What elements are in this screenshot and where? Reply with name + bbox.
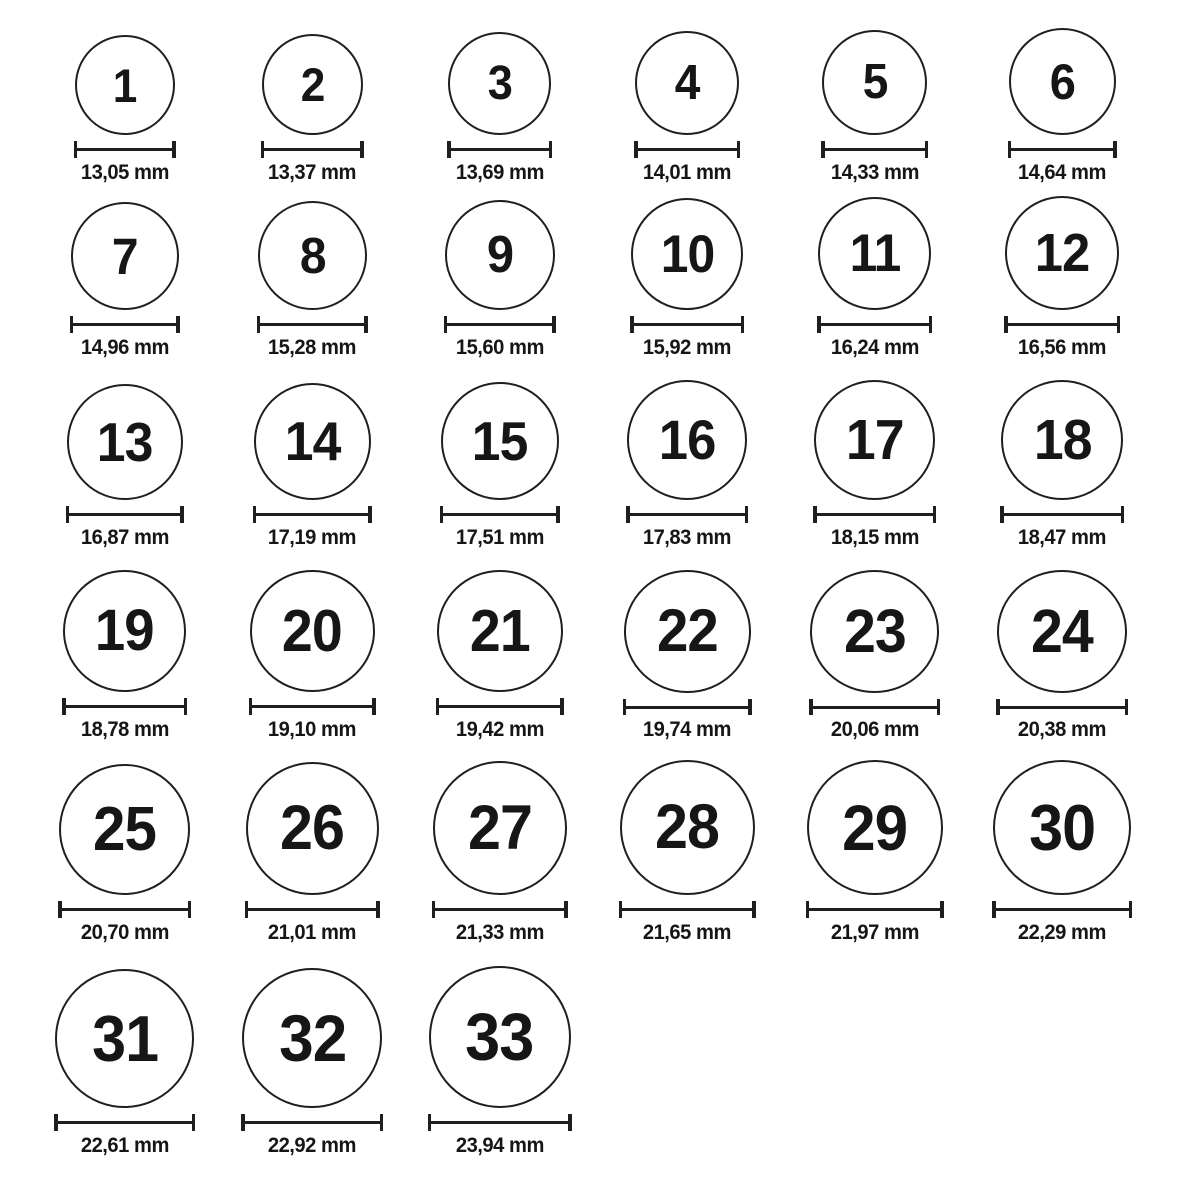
diameter-measure-line	[432, 901, 568, 918]
ring-size-number: 5	[862, 55, 888, 109]
diameter-label: 18,78 mm	[80, 718, 169, 741]
ring-size-number: 23	[843, 596, 906, 665]
diameter-label: 19,74 mm	[643, 718, 732, 741]
ring-size-number: 12	[1034, 223, 1090, 283]
measure-bar	[996, 706, 1128, 709]
diameter-label: 22,29 mm	[1018, 921, 1107, 944]
measure-bar	[70, 323, 180, 326]
measure-bar	[249, 705, 376, 708]
ring-size-row	[31, 570, 1156, 760]
ring-size-item	[781, 760, 969, 965]
diameter-label: 13,05 mm	[80, 161, 169, 184]
measure-bar	[626, 513, 748, 516]
diameter-measure-line	[996, 699, 1128, 715]
diameter-label: 14,33 mm	[830, 161, 919, 184]
ring-size-item	[31, 380, 219, 570]
diameter-measure-line	[623, 699, 752, 715]
diameter-label: 17,19 mm	[268, 526, 357, 549]
diameter-label: 21,33 mm	[455, 921, 544, 944]
diameter-label: 15,60 mm	[455, 336, 544, 359]
ring-circle	[445, 200, 555, 310]
diameter-label: 18,15 mm	[830, 526, 919, 549]
ring-size-number: 8	[299, 227, 326, 284]
diameter-measure-line	[619, 901, 756, 918]
ring-circle	[254, 383, 371, 500]
ring-size-item	[406, 195, 594, 380]
ring-size-number: 27	[467, 792, 532, 863]
ring-circle	[242, 968, 382, 1108]
measure-bar	[444, 323, 556, 326]
ring-size-number: 30	[1029, 791, 1096, 865]
measure-bar	[261, 148, 364, 151]
diameter-measure-line	[241, 1114, 383, 1131]
ring-size-item	[594, 195, 782, 380]
ring-size-item	[31, 195, 219, 380]
diameter-label: 20,38 mm	[1018, 718, 1107, 741]
ring-circle	[258, 201, 367, 310]
diameter-measure-line	[634, 141, 740, 158]
ring-size-item	[781, 195, 969, 380]
measure-bar	[809, 706, 940, 709]
ring-size-item	[219, 0, 407, 195]
diameter-measure-line	[58, 901, 191, 918]
ring-circle	[75, 35, 175, 135]
ring-circle	[55, 969, 194, 1108]
measure-bar	[58, 908, 191, 911]
ring-size-row	[31, 965, 1156, 1200]
ring-circle	[635, 31, 739, 135]
diameter-measure-line	[74, 141, 176, 158]
ring-size-item	[219, 570, 407, 760]
ring-size-number: 33	[465, 999, 534, 1075]
ring-size-item	[969, 380, 1157, 570]
ring-circle	[437, 570, 563, 692]
measure-bar	[630, 323, 744, 326]
diameter-label: 20,06 mm	[830, 718, 919, 741]
diameter-label: 19,42 mm	[455, 718, 544, 741]
diameter-measure-line	[806, 901, 944, 918]
measure-bar	[447, 148, 552, 151]
ring-size-number: 20	[282, 597, 343, 664]
diameter-label: 20,70 mm	[80, 921, 169, 944]
ring-circle	[67, 384, 183, 500]
diameter-measure-line	[444, 316, 556, 333]
diameter-measure-line	[54, 1114, 195, 1131]
ring-size-number: 17	[845, 407, 904, 472]
ring-circle	[59, 764, 190, 895]
ring-size-number: 22	[656, 597, 718, 665]
ring-size-number: 21	[469, 597, 530, 664]
diameter-label: 21,01 mm	[268, 921, 357, 944]
diameter-measure-line	[821, 141, 928, 158]
diameter-measure-line	[440, 506, 560, 523]
ring-size-number: 3	[487, 56, 512, 110]
ring-size-number: 15	[471, 409, 528, 472]
ring-circle	[818, 197, 931, 310]
measure-bar	[623, 706, 752, 709]
ring-circle	[822, 30, 927, 135]
ring-size-row	[31, 760, 1156, 965]
ring-circle	[997, 570, 1127, 693]
ring-size-number: 29	[842, 791, 908, 864]
ring-size-item	[594, 570, 782, 760]
diameter-measure-line	[626, 506, 748, 523]
ring-circle	[441, 382, 559, 500]
measure-bar	[66, 513, 184, 516]
measure-bar	[992, 908, 1132, 911]
diameter-measure-line	[1008, 141, 1117, 158]
measure-bar	[440, 513, 560, 516]
ring-size-row	[31, 380, 1156, 570]
ring-size-item	[406, 570, 594, 760]
ring-circle	[448, 32, 551, 135]
ring-size-number: 19	[95, 598, 155, 664]
ring-size-grid	[31, 0, 1156, 1200]
ring-size-number: 31	[91, 1002, 158, 1075]
ring-size-number: 25	[93, 794, 157, 864]
ring-size-row	[31, 0, 1156, 195]
diameter-measure-line	[817, 316, 932, 333]
diameter-measure-line	[447, 141, 552, 158]
ring-size-number: 14	[284, 410, 341, 472]
diameter-label: 16,24 mm	[830, 336, 919, 359]
ring-size-item	[406, 760, 594, 965]
ring-size-item	[594, 0, 782, 195]
measure-bar	[436, 705, 564, 708]
diameter-measure-line	[630, 316, 744, 333]
diameter-measure-line	[257, 316, 368, 333]
ring-size-number: 32	[278, 1001, 346, 1075]
ring-size-number: 10	[660, 224, 715, 284]
diameter-label: 14,01 mm	[643, 161, 732, 184]
diameter-measure-line	[70, 316, 180, 333]
ring-size-item	[31, 570, 219, 760]
ring-circle	[250, 570, 375, 692]
ring-size-number: 28	[655, 792, 720, 862]
ring-circle	[1005, 196, 1119, 310]
ring-circle	[631, 198, 743, 310]
measure-bar	[1004, 323, 1120, 326]
diameter-label: 19,10 mm	[268, 718, 357, 741]
ring-size-number: 2	[300, 58, 325, 111]
ring-circle	[71, 202, 179, 310]
diameter-label: 18,47 mm	[1018, 526, 1107, 549]
ring-size-item	[969, 195, 1157, 380]
measure-bar	[54, 1121, 195, 1124]
measure-bar	[428, 1121, 572, 1124]
ring-size-item	[594, 760, 782, 965]
measure-bar	[257, 323, 368, 326]
diameter-label: 21,97 mm	[830, 921, 919, 944]
ring-size-item	[406, 965, 594, 1200]
measure-bar	[245, 908, 380, 911]
diameter-label: 17,83 mm	[643, 526, 732, 549]
ring-size-item	[219, 760, 407, 965]
diameter-measure-line	[813, 506, 936, 523]
measure-bar	[821, 148, 928, 151]
ring-size-row	[31, 195, 1156, 380]
diameter-label: 23,94 mm	[455, 1134, 544, 1157]
diameter-measure-line	[428, 1114, 572, 1131]
ring-circle	[814, 380, 935, 500]
measure-bar	[1008, 148, 1117, 151]
diameter-measure-line	[66, 506, 184, 523]
ring-circle	[627, 380, 747, 500]
ring-circle	[624, 570, 751, 693]
ring-size-number: 6	[1049, 53, 1075, 110]
measure-bar	[432, 908, 568, 911]
ring-size-item	[406, 0, 594, 195]
ring-size-item	[969, 0, 1157, 195]
measure-bar	[817, 323, 932, 326]
diameter-measure-line	[253, 506, 372, 523]
ring-circle	[63, 570, 186, 692]
diameter-label: 13,69 mm	[455, 161, 544, 184]
diameter-measure-line	[261, 141, 364, 158]
ring-circle	[620, 760, 755, 895]
measure-bar	[241, 1121, 383, 1124]
diameter-measure-line	[1004, 316, 1120, 333]
ring-circle	[262, 34, 363, 135]
measure-bar	[253, 513, 372, 516]
ring-size-number: 13	[96, 410, 153, 473]
diameter-measure-line	[62, 698, 187, 715]
diameter-label: 21,65 mm	[643, 921, 732, 944]
ring-size-item	[781, 380, 969, 570]
ring-size-number: 16	[658, 408, 716, 471]
measure-bar	[634, 148, 740, 151]
diameter-label: 14,96 mm	[80, 336, 169, 359]
ring-size-number: 11	[849, 224, 901, 283]
measure-bar	[74, 148, 176, 151]
ring-size-item	[31, 0, 219, 195]
diameter-label: 15,28 mm	[268, 336, 357, 359]
diameter-measure-line	[1000, 506, 1124, 523]
ring-size-number: 24	[1031, 596, 1094, 665]
diameter-measure-line	[245, 901, 380, 918]
ring-size-item	[219, 380, 407, 570]
ring-size-number: 26	[280, 793, 345, 863]
diameter-label: 14,64 mm	[1018, 161, 1107, 184]
ring-size-item	[31, 760, 219, 965]
measure-bar	[619, 908, 756, 911]
ring-circle	[810, 570, 939, 693]
ring-circle	[807, 760, 943, 895]
ring-size-number: 18	[1033, 407, 1092, 472]
diameter-label: 22,61 mm	[80, 1134, 169, 1157]
ring-size-item	[219, 195, 407, 380]
ring-size-item	[31, 965, 219, 1200]
diameter-label: 16,87 mm	[80, 526, 169, 549]
measure-bar	[806, 908, 944, 911]
ring-size-item	[781, 570, 969, 760]
ring-size-item	[969, 570, 1157, 760]
ring-size-number: 4	[674, 55, 700, 110]
ring-circle	[1009, 28, 1116, 135]
ring-size-item	[594, 380, 782, 570]
ring-size-item	[219, 965, 407, 1200]
diameter-label: 17,51 mm	[455, 526, 544, 549]
ring-circle	[246, 762, 379, 895]
diameter-measure-line	[992, 901, 1132, 918]
diameter-measure-line	[436, 698, 564, 715]
ring-circle	[993, 760, 1131, 895]
ring-circle	[1001, 380, 1123, 500]
diameter-label: 13,37 mm	[268, 161, 357, 184]
ring-size-item	[406, 380, 594, 570]
ring-circle	[433, 761, 567, 895]
ring-size-number: 7	[111, 227, 138, 285]
ring-size-item	[781, 0, 969, 195]
diameter-measure-line	[809, 699, 940, 715]
diameter-measure-line	[249, 698, 376, 715]
measure-bar	[1000, 513, 1124, 516]
diameter-label: 15,92 mm	[643, 336, 732, 359]
ring-circle	[429, 966, 571, 1108]
measure-bar	[813, 513, 936, 516]
ring-size-item	[969, 760, 1157, 965]
ring-size-number: 1	[112, 58, 137, 112]
diameter-label: 16,56 mm	[1018, 336, 1107, 359]
diameter-label: 22,92 mm	[268, 1134, 357, 1157]
ring-size-number: 9	[486, 226, 513, 284]
measure-bar	[62, 705, 187, 708]
